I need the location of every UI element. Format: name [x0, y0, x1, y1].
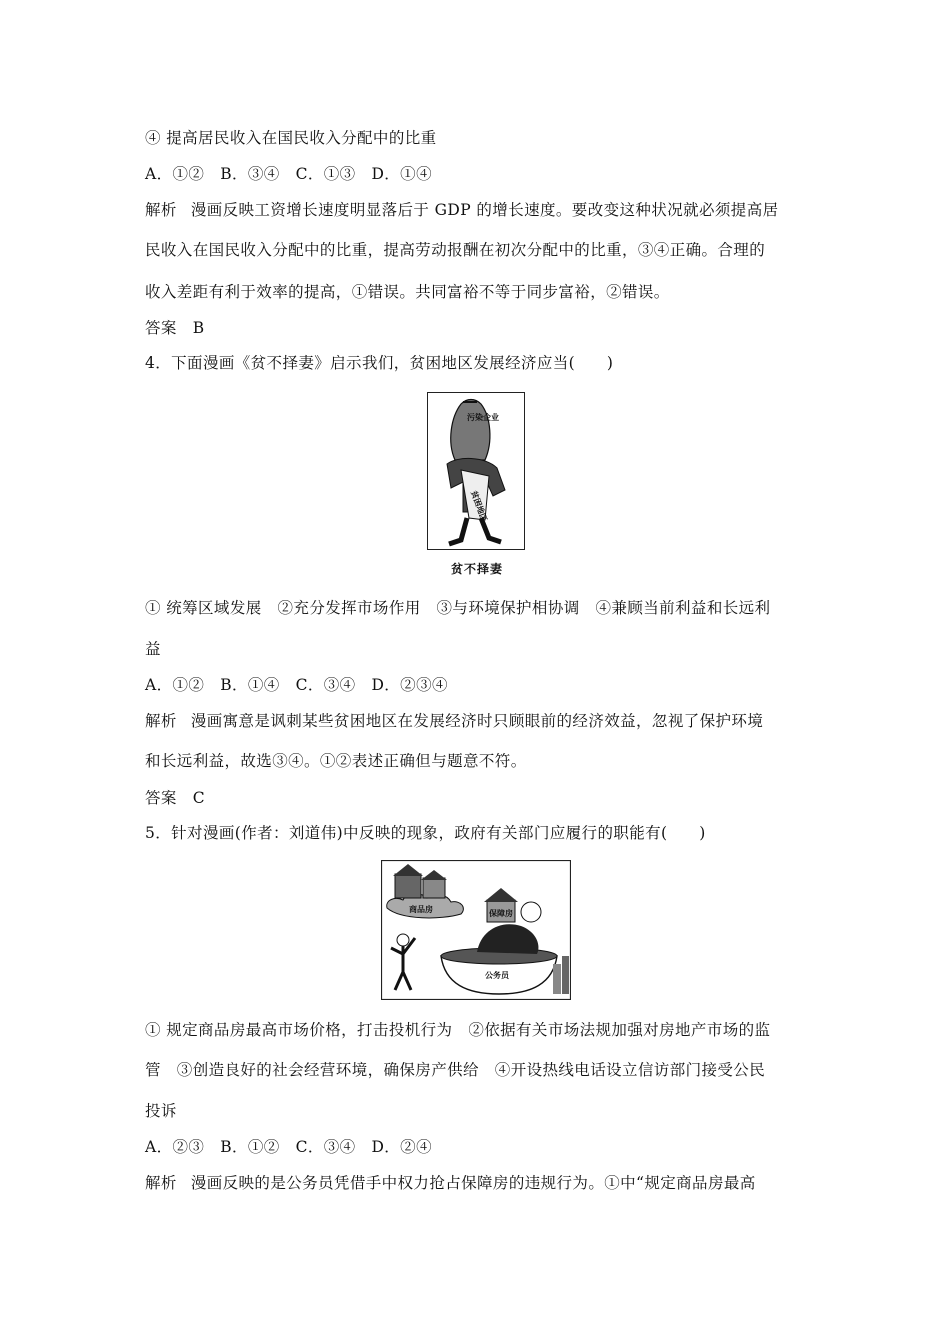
q5-stem: 5．针对漫画(作者：刘道伟)中反映的现象，政府有关部门应履行的职能有( ) — [145, 824, 706, 842]
q3-analysis-line-2: 民收入在国民收入分配中的比重，提高劳动报酬在初次分配中的比重，③④正确。合理的 — [145, 241, 766, 259]
q5-options-line-1: ① 规定商品房最高市场价格，打击投机行为 ②依据有关市场法规加强对房地产市场的监 — [145, 1021, 771, 1039]
q4-answer: 答案 C — [145, 789, 205, 807]
q5-cloud-text: 商品房 — [409, 905, 433, 914]
q4-analysis-label: 解析 — [145, 712, 177, 730]
q4-analysis-line-1: 解析 漫画寓意是讽刺某些贫困地区在发展经济时只顾眼前的经济效益，忽视了保护环境 — [145, 712, 764, 730]
q4-cartoon-image — [427, 392, 525, 550]
q5-options-line-2: 管 ③创造良好的社会经营环境，确保房产供给 ④开设热线电话设立信访部门接受公民 — [145, 1061, 766, 1079]
q5-choices: A．②③ B．①② C．③④ D．②④ — [145, 1138, 432, 1156]
q4-options-line-2: 益 — [145, 640, 161, 658]
q3-choices: A．①② B．③④ C．①③ D．①④ — [145, 165, 432, 183]
q5-options-line-3: 投诉 — [145, 1102, 177, 1120]
q5-bowl-text: 公务员 — [485, 971, 509, 980]
q5-cartoon-image — [381, 860, 571, 1000]
q3-analysis-label: 解析 — [145, 201, 177, 219]
q4-options-line-1: ① 统筹区域发展 ②充分发挥市场作用 ③与环境保护相协调 ④兼顾当前利益和长远利 — [145, 599, 771, 617]
q5-cartoon — [381, 860, 571, 1000]
q3-analysis-line-1: 解析 漫画反映工资增长速度明显落后于 GDP 的增长速度。要改变这种状况就必须提高居 — [145, 201, 779, 219]
q4-bag-text: 污染企业 — [467, 413, 499, 422]
q4-cartoon — [427, 392, 525, 550]
q5-analysis-label: 解析 — [145, 1174, 177, 1192]
q4-figure-caption: 贫不择妻 — [451, 562, 504, 576]
q4-analysis-line-2: 和长远利益，故选③④。①②表述正确但与题意不符。 — [145, 752, 527, 770]
q4-stem: 4．下面漫画《贫不择妻》启示我们，贫困地区发展经济应当( ) — [145, 354, 614, 372]
q3-analysis-line-3: 收入差距有利于效率的提高，①错误。共同富裕不等于同步富裕，②错误。 — [145, 283, 670, 301]
q4-person-text: 贫困地区 — [469, 489, 489, 523]
q3-answer: 答案 B — [145, 319, 205, 337]
q5-analysis-line-1: 解析 漫画反映的是公务员凭借手中权力抢占保障房的违规行为。①中“规定商品房最高 — [145, 1174, 756, 1192]
q5-house-text: 保障房 — [489, 909, 513, 918]
q4-choices: A．①② B．①④ C．③④ D．②③④ — [145, 676, 448, 694]
q3-option-4: ④ 提高居民收入在国民收入分配中的比重 — [145, 129, 437, 147]
